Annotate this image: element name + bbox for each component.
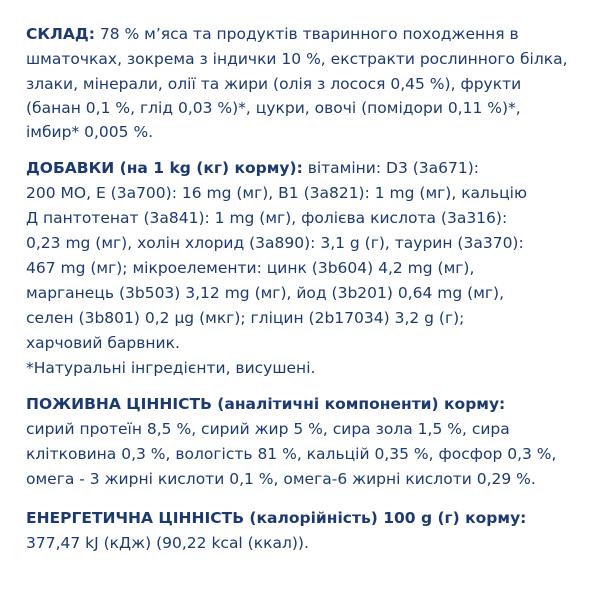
nutrition-line-2: клітковина 0,3 %, вологість 81 %, кальцій 0,35 %, фосфор 0,3 %, xyxy=(26,445,557,463)
additives-line-4: 0,23 mg (мг), холін хлорид (3a890): 3,1 g (г), таурин (3a370): xyxy=(26,234,524,252)
energy-line-1: 377,47 kJ (кДж) (90,22 kcal (ккал)). xyxy=(26,534,309,552)
additives-line-3: Д пантотенат (3a841): 1 mg (мг), фолієва кислота (3a316): xyxy=(26,209,508,227)
energy-heading: ЕНЕРГЕТИЧНА ЦІННІСТЬ (калорійність) 100 g (г) корму: xyxy=(26,509,527,527)
additives-text: вітаміни: D3 (3a671): xyxy=(302,159,480,177)
additives-line-6: марганець (3b503) 3,12 mg (мг), йод (3b201) 0,64 mg (мг), xyxy=(26,284,505,302)
additives-line-8: харчовий барвник. xyxy=(26,334,180,352)
nutrition-line-3: омега - 3 жирні кислоти 0,1 %, омега-6 жирні кислоти 0,29 %. xyxy=(26,470,536,488)
additives-line-2: 200 МО, Е (3a700): 16 mg (мг), В1 (3a821): 1 mg (мг), кальцію xyxy=(26,184,528,202)
nutrition-line-1: сирий протеїн 8,5 %, сирий жир 5 %, сира зола 1,5 %, сира xyxy=(26,420,510,438)
composition-line-4: (банан 0,1 %, глід 0,03 %)*, цукри, овочі (помідори 0,11 %)*, xyxy=(26,99,521,117)
composition-line-2: шматочках, зокрема з індички 10 %, екстракти рослинного білка, xyxy=(26,50,568,68)
composition-heading: СКЛАД: xyxy=(26,25,95,43)
additives-line-1 xyxy=(26,156,479,180)
additives-line-5: 467 mg (мг); мікроелементи: цинк (3b604) 4,2 mg (мг), xyxy=(26,259,475,277)
additives-footnote: *Натуральні інгредієнти, висушені. xyxy=(26,359,316,377)
composition-line-1 xyxy=(26,22,519,46)
composition-text: 78 % м’яса та продуктів тваринного походження в xyxy=(94,25,519,43)
additives-line-7: селен (3b801) 0,2 µg (мкг); гліцин (2b17034) 3,2 g (г); xyxy=(26,309,465,327)
additives-heading: ДОБАВКИ (на 1 kg (кг) корму): xyxy=(26,159,303,177)
nutrition-heading: ПОЖИВНА ЦІННІСТЬ (аналітичні компоненти) корму: xyxy=(26,395,506,413)
composition-line-3: злаки, мінерали, олії та жири (олія з лосося 0,45 %), фрукти xyxy=(26,75,522,93)
composition-line-5: імбир* 0,005 %. xyxy=(26,123,154,141)
